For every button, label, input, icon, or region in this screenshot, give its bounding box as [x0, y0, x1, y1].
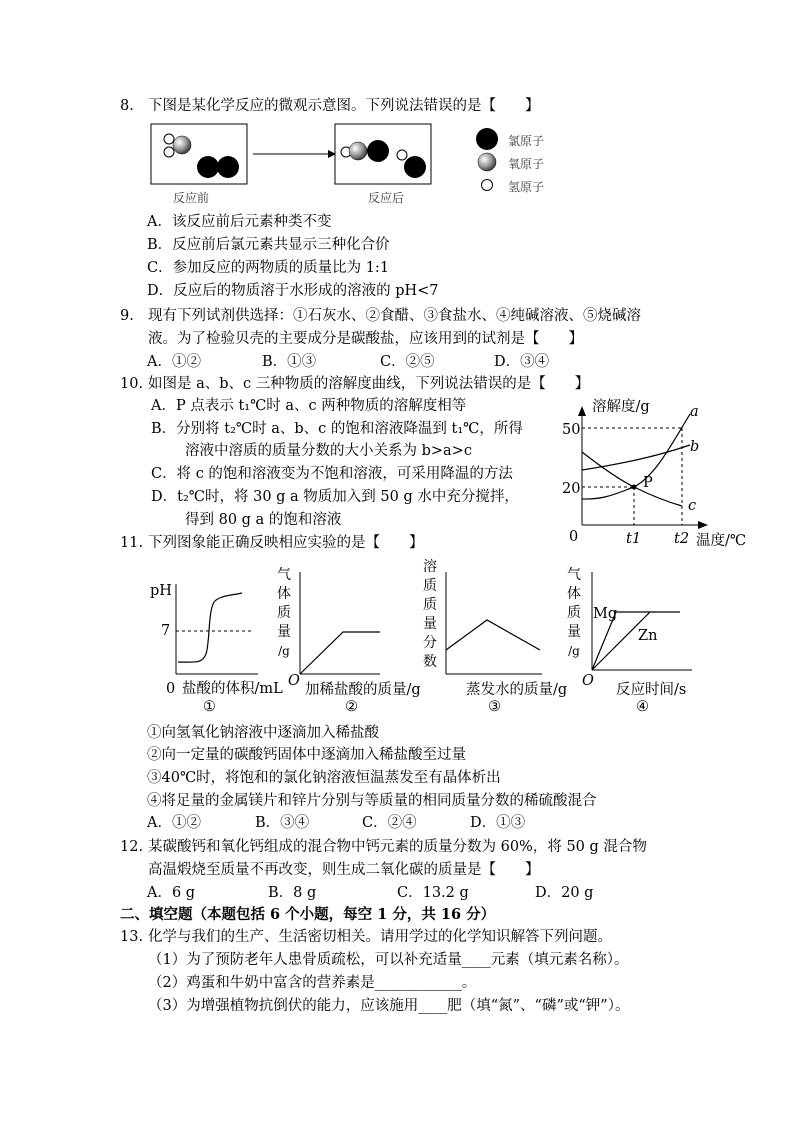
q11-item3: ③40℃时，将饱和的氯化钠溶液恒温蒸发至有晶体析出 [147, 770, 501, 786]
q11-graph3 [430, 562, 580, 692]
q13-stem: 化学与我们的生产、生活密切相关。请用学过的化学知识解答下列问题。 [148, 929, 612, 945]
g4-index: ④ [636, 699, 649, 715]
curve-b [582, 445, 690, 470]
g3-y-char: 量 [423, 616, 437, 632]
g4-y-char: 质 [567, 605, 581, 621]
g3-index: ③ [488, 699, 501, 715]
q13-sub3: （3）为增强植物抗倒伏的能力，应该施用____肥（填“氮”、“磷”或“钾”）。 [148, 998, 630, 1014]
g4-y-label [566, 566, 582, 661]
g3-y-char: 溶 [423, 559, 437, 575]
g2-y-char: /g [278, 644, 290, 658]
q12-option-c: C．13.2 g [397, 885, 469, 901]
curve-c-label: c [688, 498, 697, 514]
q9-option-d: D．③④ [494, 354, 550, 370]
q12-option-a: A．6 g [147, 885, 196, 901]
q12-number: 12. [120, 839, 144, 855]
g3-x-label: 蒸发水的质量/g [466, 682, 568, 698]
g1-y-label: pH [150, 583, 172, 599]
g3-y-char: 质 [423, 597, 437, 613]
q10-option-a: A．P 点表示 t₁℃时 a、c 两种物质的溶解度相等 [151, 398, 467, 414]
q11-option-d: D．①③ [470, 815, 526, 831]
q12-line1: 某碳酸钙和氧化钙组成的混合物中钙元素的质量分数为 60%，将 50 g 混合物 [148, 839, 647, 855]
legend-chlorine: 氯原子 [508, 134, 545, 148]
g4-mg-label: Mg [593, 606, 618, 622]
g2-origin: O [288, 673, 300, 689]
graph-y20: 20 [562, 481, 581, 497]
chlorine-atom-legend-icon [476, 128, 498, 150]
q12-option-d: D．20 g [535, 885, 594, 901]
q8-option-c: C．参加反应的两物质的质量比为 1:1 [147, 260, 390, 276]
g2-y-char: 质 [277, 605, 291, 621]
graph-y-label: 溶解度/g [592, 399, 650, 415]
q9-option-c: C．②⑤ [380, 354, 435, 370]
g3-y-char: 数 [423, 654, 437, 670]
point-p [632, 485, 637, 490]
q9-number: 9. [120, 308, 134, 324]
section-title: 二、填空题（本题包括 6 个小题，每空 1 分，共 16 分） [120, 906, 496, 923]
q11-item4: ④将足量的金属镁片和锌片分别与等质量的相同质量分数的稀硫酸混合 [147, 793, 597, 809]
q11-item1: ①向氢氧化钠溶液中逐滴加入稀盐酸 [147, 725, 379, 741]
g3-y-label [422, 558, 438, 672]
graph-x-label: 温度/℃ [696, 533, 747, 549]
graph-t1: t1 [626, 531, 642, 547]
legend-oxygen: 氧原子 [508, 157, 545, 171]
g2-y-char: 气 [277, 567, 291, 583]
q10-stem: 如图是 a、b、c 三种物质的溶解度曲线，下列说法错误的是【 】 [148, 376, 590, 392]
hydrogen-atom-legend-icon [482, 180, 493, 191]
q12-line2: 高温煅烧至质量不再改变，则生成二氧化碳的质量是【 】 [148, 862, 540, 878]
solubility-curve-graph [560, 392, 760, 552]
q8-number: 8. [120, 98, 134, 114]
g4-y-char: 气 [567, 567, 581, 583]
q9-option-b: B．①③ [262, 354, 317, 370]
g3-y-char: 质 [423, 578, 437, 594]
q10-option-b-cont: 溶液中溶质的质量分数的大小关系为 b>a>c [185, 443, 472, 459]
q11-number: 11. [120, 535, 144, 551]
graph-t2: t2 [674, 531, 690, 547]
g2-x-label: 加稀盐酸的质量/g [305, 682, 421, 698]
graph-origin: 0 [569, 529, 579, 545]
q8-option-a: A．该反应前后元素种类不变 [147, 214, 332, 230]
q11-graph2 [280, 562, 430, 692]
curve-a-label: a [690, 404, 699, 420]
legend-hydrogen: 氢原子 [508, 180, 545, 194]
g2-y-char: 体 [277, 586, 291, 602]
q8-option-b: B．反应前后氯元素共显示三种化合价 [147, 237, 390, 253]
q8-after-label: 反应后 [368, 191, 405, 205]
q9-line1: 现有下列试剂供选择：①石灰水、②食醋、③食盐水、④纯碱溶液、⑤烧碱溶 [148, 308, 641, 324]
q11-option-a: A．①② [147, 815, 201, 831]
q9-option-a: A．①② [147, 354, 201, 370]
q10-option-c: C．将 c 的饱和溶液变为不饱和溶液，可采用降温的方法 [151, 466, 513, 482]
q12-option-b: B．8 g [268, 885, 317, 901]
g4-y-char: /g [568, 644, 580, 658]
g4-y-char: 量 [567, 624, 581, 640]
g4-origin: O [582, 673, 594, 689]
graph-p-label: P [643, 475, 653, 491]
g1-x-label: 盐酸的体积/mL [182, 681, 283, 697]
curve-b-label: b [690, 439, 700, 455]
q11-stem: 下列图象能正确反映相应实验的是【 】 [148, 535, 424, 551]
q10-option-d: D．t₂℃时，将 30 g a 物质加入到 50 g 水中充分搅拌， [151, 489, 519, 505]
oxygen-atom-legend-icon [478, 153, 496, 171]
q11-item2: ②向一定量的碳酸钙固体中逐滴加入稀盐酸至过量 [147, 747, 466, 763]
q10-number: 10. [120, 376, 144, 392]
g2-y-char: 量 [277, 624, 291, 640]
q13-sub1: （1）为了预防老年人患骨质疏松，可以补充适量____元素（填元素名称）。 [148, 952, 629, 968]
g1-seven: 7 [161, 623, 171, 639]
g2-index: ② [345, 699, 358, 715]
q8-reaction-diagram [150, 121, 570, 209]
g1-index: ① [203, 699, 216, 715]
q8-before-label: 反应前 [173, 191, 210, 205]
q10-option-d-cont: 得到 80 g a 的饱和溶液 [185, 512, 342, 528]
q10-option-b: B．分别将 t₂℃时 a、b、c 的饱和溶液降温到 t₁℃，所得 [151, 421, 523, 437]
q8-option-d: D．反应后的物质溶于水形成的溶液的 pH<7 [147, 283, 439, 299]
g4-y-char: 体 [567, 586, 581, 602]
g4-x-label: 反应时间/s [616, 682, 687, 698]
q9-line2: 液。为了检验贝壳的主要成分是碳酸盐，应该用到的试剂是【 】 [148, 331, 583, 347]
g4-zn-label: Zn [638, 628, 658, 644]
q8-stem: 下图是某化学反应的微观示意图。下列说法错误的是【 】 [148, 98, 540, 114]
graph-y50: 50 [562, 422, 581, 438]
q13-sub2: （2）鸡蛋和牛奶中富含的营养素是____________。 [148, 975, 477, 991]
g3-y-char: 分 [423, 635, 437, 651]
g2-y-label [276, 566, 292, 661]
q11-option-c: C．②④ [362, 815, 417, 831]
q13-number: 13. [120, 929, 144, 945]
q11-option-b: B．③④ [255, 815, 310, 831]
g1-origin: 0 [166, 681, 176, 697]
